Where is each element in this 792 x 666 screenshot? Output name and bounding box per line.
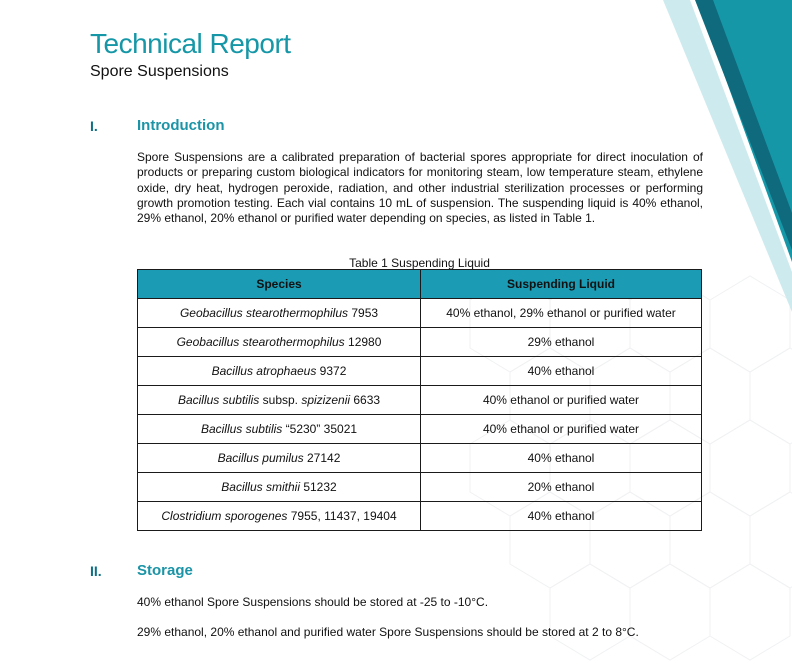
table-header-row: [138, 270, 702, 299]
section-number: I.: [90, 118, 98, 134]
species-name: Geobacillus stearothermophilus: [179, 306, 349, 320]
species-cell: [138, 473, 421, 502]
strain-number: 6633: [350, 393, 381, 407]
species-cell: [138, 386, 421, 415]
table-row: [138, 299, 702, 328]
column-header-suspending-liquid: Suspending Liquid: [421, 270, 702, 299]
report-title: Technical Report: [90, 28, 291, 59]
table-row: [138, 415, 702, 444]
liquid-cell: 40% ethanol: [421, 357, 702, 386]
table-row: [138, 328, 702, 357]
species-name: Bacillus atrophaeus: [211, 364, 317, 378]
suspending-liquid-table: [137, 269, 702, 531]
species-cell: [138, 357, 421, 386]
strain-number: 27142: [303, 451, 341, 465]
table-row: [138, 473, 702, 502]
liquid-cell: 40% ethanol, 29% ethanol or purified water: [421, 299, 702, 328]
report-subtitle: Spore Suspensions: [90, 63, 229, 80]
species-cell: [138, 444, 421, 473]
section-number: II.: [90, 563, 102, 579]
liquid-cell: 40% ethanol: [421, 502, 702, 531]
table-row: [138, 444, 702, 473]
species-name: Bacillus smithii: [221, 480, 300, 494]
species-cell: [138, 328, 421, 357]
species-name: Bacillus subtilis: [200, 422, 283, 436]
table-row: [138, 357, 702, 386]
strain-number: 9372: [316, 364, 347, 378]
species-name: Bacillus subtilis: [177, 393, 260, 407]
species-name: Bacillus pumilus: [217, 451, 304, 465]
strain-number: 51232: [299, 480, 337, 494]
column-header-species: Species: [138, 270, 421, 299]
introduction-paragraph: Spore Suspensions are a calibrated preparation of bacterial spores appropriate for direct inoculation of products or preparing custom biological indicators for monitoring steam, low temperature steam, ethylene oxide, dry heat, hydrogen peroxide, radiation, and other industrial sterilization processes or performing growth promotion testing. Each vial contains 10 mL of suspension. The suspending liquid is 40% ethanol, 29% ethanol, 20% ethanol or purified water depending on species, as listed in Table 1.: [137, 150, 703, 226]
species-name: Geobacillus stearothermophilus: [176, 335, 345, 349]
species-cell: [138, 299, 421, 328]
strain-number: “5230” 35021: [282, 422, 358, 436]
strain-number: 12980: [344, 335, 382, 349]
section-title-storage: Storage: [137, 562, 193, 579]
section-title-introduction: Introduction: [137, 117, 225, 134]
species-cell: [138, 415, 421, 444]
liquid-cell: 40% ethanol: [421, 444, 702, 473]
table-row: [138, 502, 702, 531]
liquid-cell: 40% ethanol or purified water: [421, 386, 702, 415]
storage-instruction: 40% ethanol Spore Suspensions should be stored at -25 to -10°C.: [137, 595, 489, 609]
table-row: [138, 386, 702, 415]
species-cell: [138, 502, 421, 531]
species-subname: spizizenii: [301, 393, 351, 407]
liquid-cell: 40% ethanol or purified water: [421, 415, 702, 444]
table-caption: Table 1 Suspending Liquid: [349, 256, 490, 270]
liquid-cell: 29% ethanol: [421, 328, 702, 357]
storage-instruction: 29% ethanol, 20% ethanol and purified water Spore Suspensions should be stored at 2 to 8°C.: [137, 625, 639, 639]
species-qualifier: subsp.: [259, 393, 302, 407]
liquid-cell: 20% ethanol: [421, 473, 702, 502]
species-name: Clostridium sporogenes: [161, 509, 288, 523]
strain-number: 7955, 11437, 19404: [287, 509, 397, 523]
strain-number: 7953: [348, 306, 379, 320]
